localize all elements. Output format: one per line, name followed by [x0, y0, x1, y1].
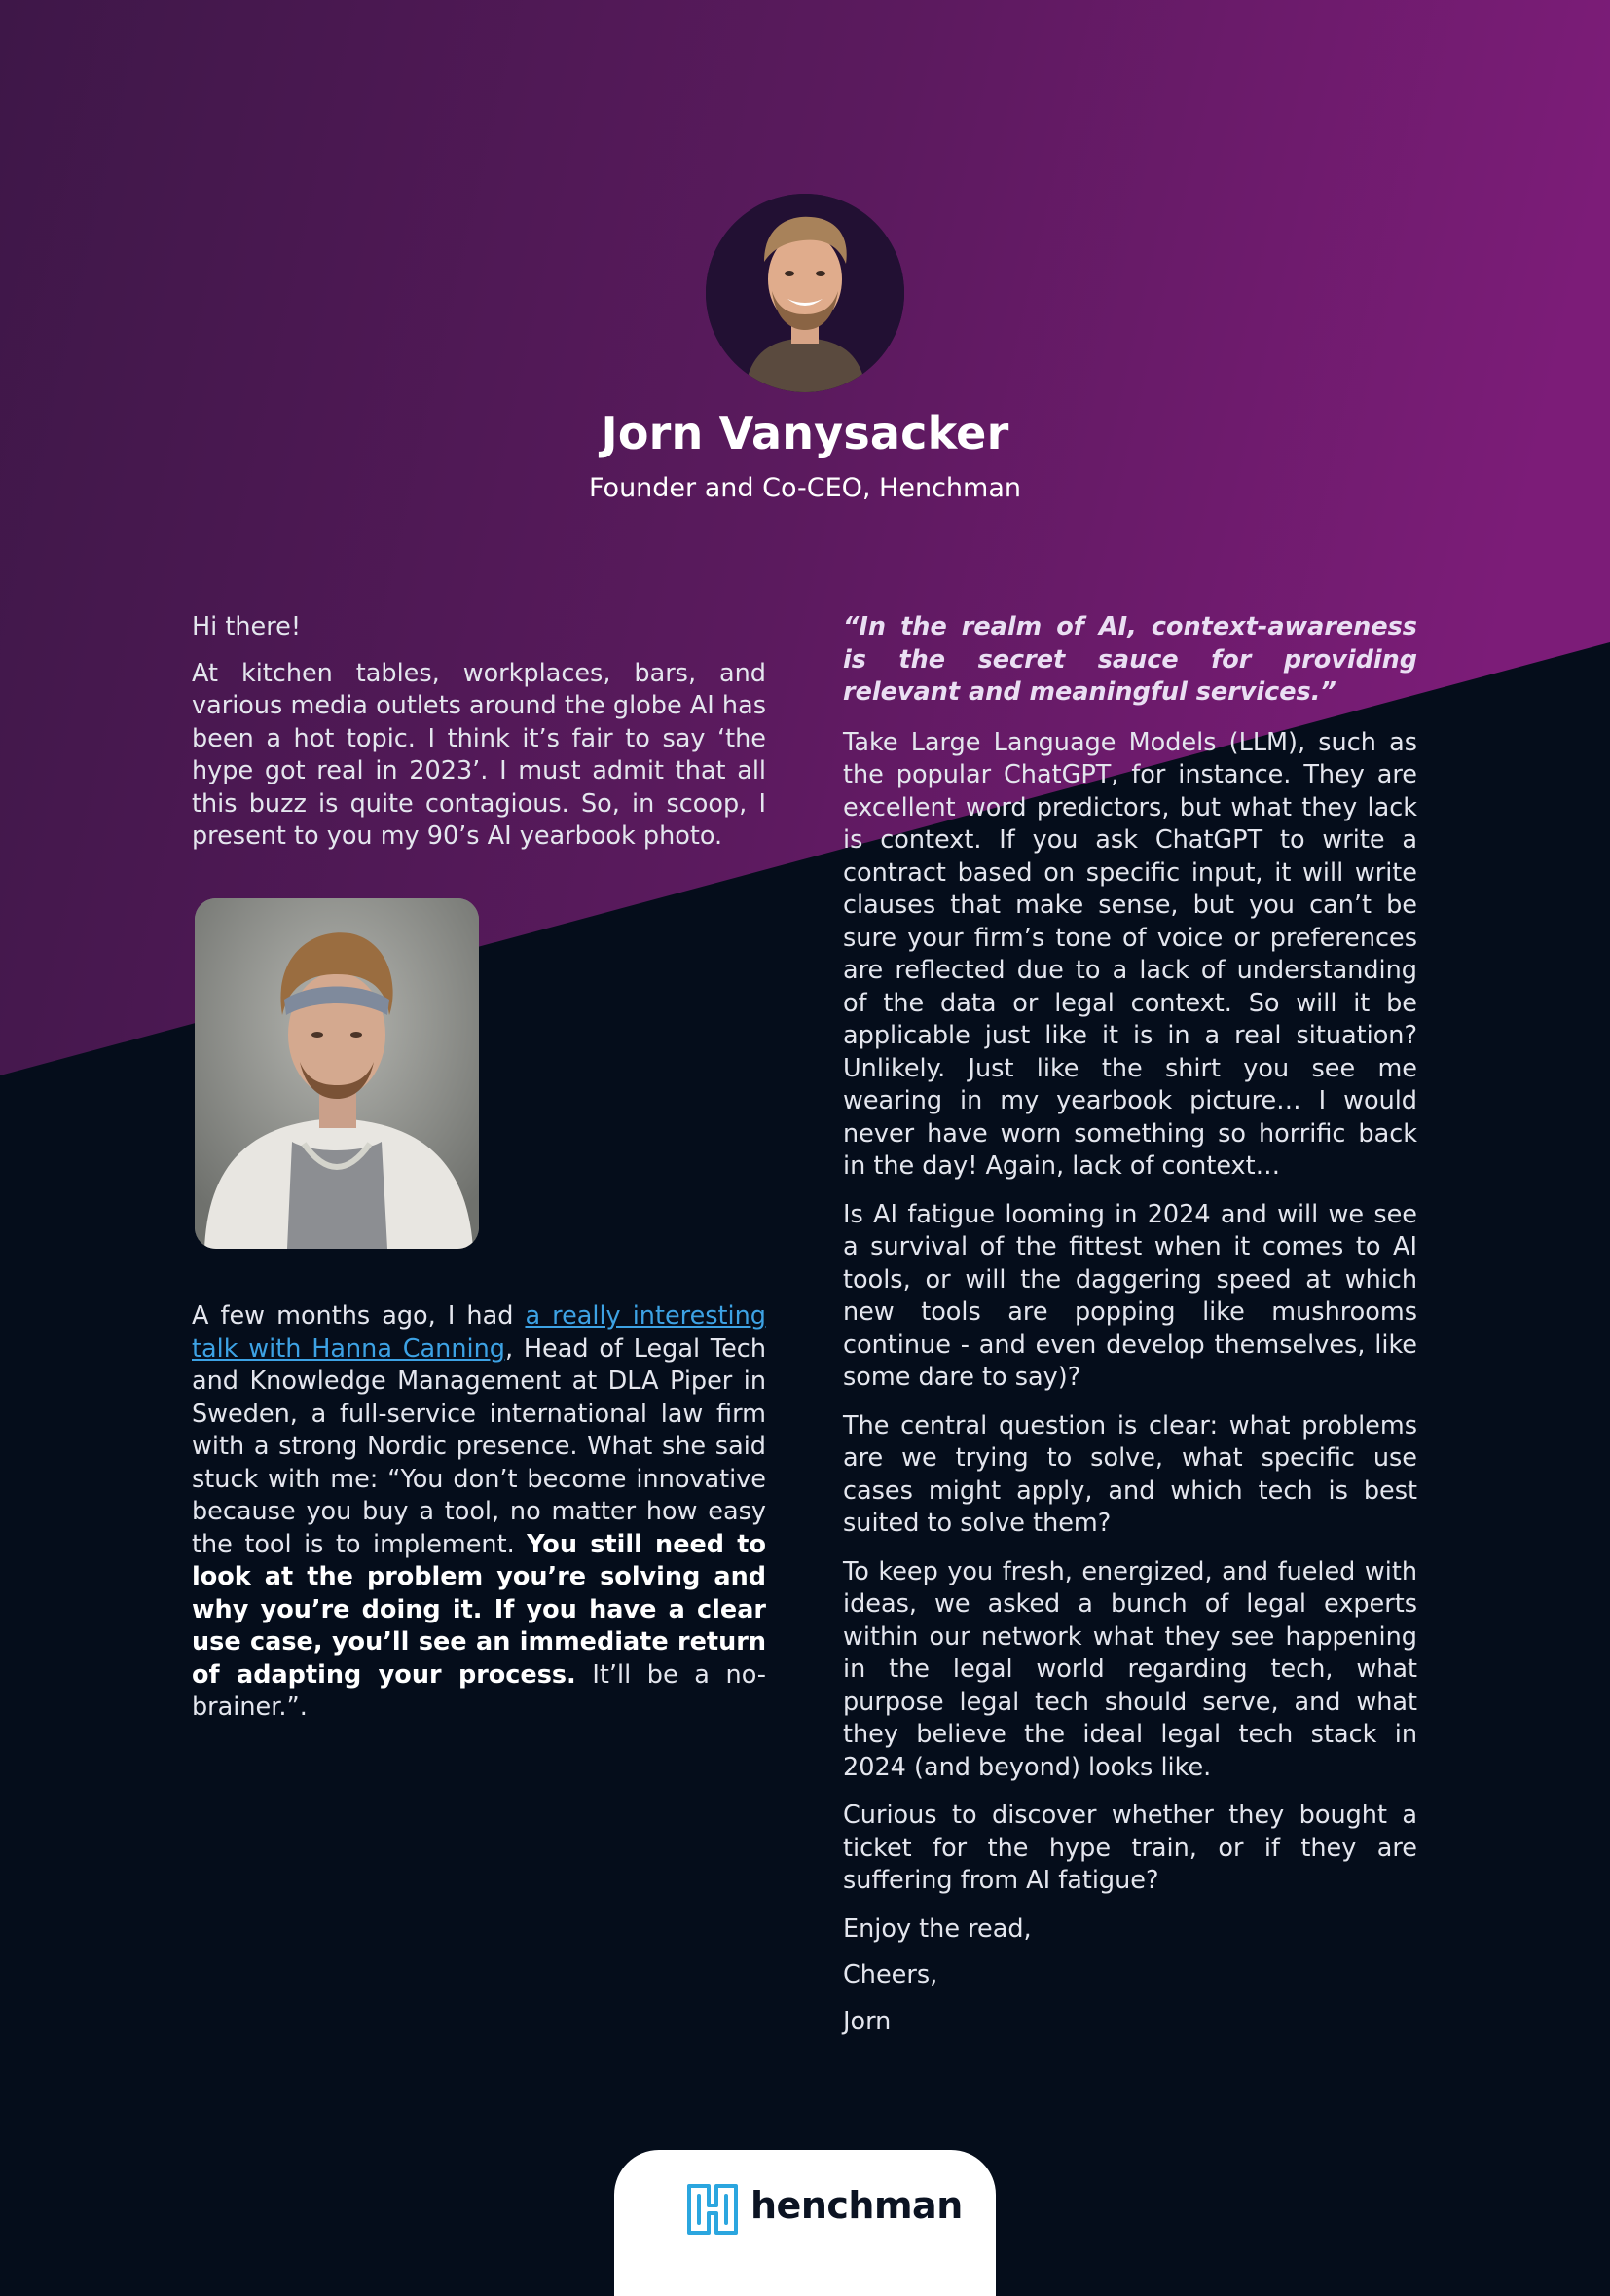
henchman-logo-icon: [685, 2182, 740, 2237]
ai-fatigue-paragraph: Is AI fatigue looming in 2024 and will we see a survival of the fittest when it comes to AI tools, or will the daggering speed at which new tools are popping like mushrooms continue - and even develop themselves, like some dare to say)?: [843, 1199, 1417, 1392]
author-role: Founder and Co-CEO, Henchman: [588, 473, 1021, 503]
story-paragraph: [192, 1300, 766, 1725]
experts-paragraph: To keep you fresh, energized, and fueled with ideas, we asked a bunch of legal experts within our network what they see happening in the legal world regarding tech, what purpose legal tech should serve, and what they believe the ideal legal tech stack in 2024 (and beyond) looks like.: [843, 1556, 1417, 1782]
author-name: Jorn Vanysacker: [601, 407, 1009, 459]
central-question-paragraph: The central question is clear: what problems are we trying to solve, what specific use cases might apply, and which tech is best suited to solve them?: [843, 1410, 1417, 1538]
signature: Jorn: [843, 2006, 892, 2036]
story-text-end: It’ll be a no-brainer.”.: [192, 1659, 766, 1722]
intro-paragraph: At kitchen tables, workplaces, bars, and various media outlets around the globe AI has been a hot topic. I think it’s fair to say ‘the hype got real in 2023’. I must admit that all this buzz is quite contagious. So, in scoop, I present to you my 90’s AI yearbook photo.: [192, 658, 766, 851]
left-column: [192, 611, 766, 869]
greeting: Hi there!: [192, 612, 302, 641]
story-text-start: A few months ago, I had: [192, 1301, 526, 1330]
curious-paragraph: Curious to discover whether they bought a ticket for the hype train, or if they are suffering from AI fatigue?: [843, 1801, 1417, 1895]
right-column: [843, 611, 1417, 2052]
llm-paragraph: Take Large Language Models (LLM), such as the popular ChatGPT, for instance. They are excellent word predictors, but what they lack is context. If you ask ChatGPT to write a contract based on specific input, it will write clauses that make sense, but you can’t be sure your firm’s tone of voice or preferences are reflected due to a lack of understanding of the data or legal context. So will it be applicable just like it is in a real situation? Unlikely. Just like the shirt you see me wearing in my yearbook picture… I would never have worn something so horrific back in the day! Again, lack of context…: [843, 727, 1417, 1181]
interview-link[interactable]: a really interesting talk with Hanna Canning: [192, 1301, 766, 1364]
author-avatar: [706, 194, 904, 392]
closing-cheers: Cheers,: [843, 1960, 938, 1989]
story-highlight: You still need to look at the problem you’re solving and why you’re doing it. If you have a clear use case, you’ll see an immediate return of adapting your process.: [192, 1529, 767, 1690]
brand-name: henchman: [750, 2184, 963, 2227]
footer-logo-tab: [614, 2150, 996, 2296]
pull-quote: “In the realm of AI, context-awareness is the secret sauce for providing relevant and meaningful services.”: [843, 612, 1417, 707]
yearbook-photo: [195, 898, 479, 1249]
story-text-middle: , Head of Legal Tech and Knowledge Management at DLA Piper in Sweden, a full-service international law firm with a strong Nordic presence. What she said stuck with me: “You don’t become innovative because you buy a tool, no matter how easy the tool is to implement.: [192, 1333, 766, 1559]
story-column: [192, 1300, 766, 1740]
closing-line: Enjoy the read,: [843, 1913, 1032, 1944]
